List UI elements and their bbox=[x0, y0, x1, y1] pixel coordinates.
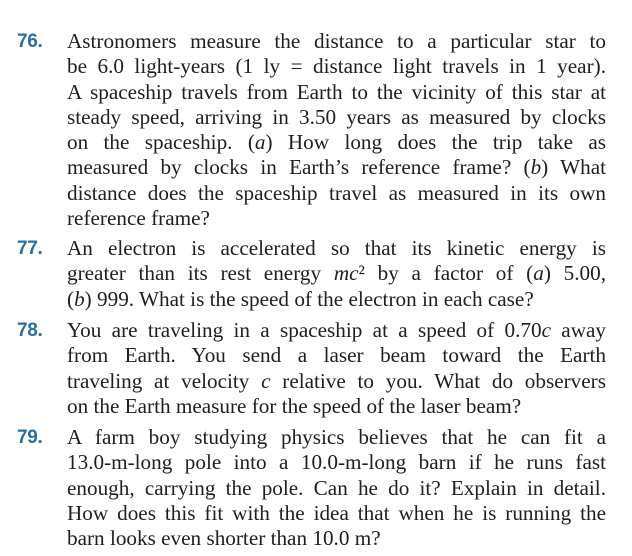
problem-line: A farm boy studying physics believes that he can fit a bbox=[67, 425, 606, 449]
problem-line: A spaceship travels from Earth to the vicinity of this star at bbox=[67, 79, 606, 104]
problem-line: You are traveling in a spaceship at a speed of 0.70c away bbox=[67, 318, 606, 342]
problem-line: barn looks even shorter than 10.0 m? bbox=[67, 526, 381, 551]
problem-line: greater than its rest energy mc² by a factor of (a) 5.00, bbox=[67, 261, 606, 286]
problem-line: on the spaceship. (a) How long does the trip take as bbox=[67, 130, 606, 155]
problem-77 bbox=[0, 236, 632, 312]
problem-line: An electron is accelerated so that its kinetic energy is bbox=[67, 236, 606, 260]
problem-79 bbox=[0, 425, 632, 551]
problem-line: measured by clocks in Earth’s reference frame? (b) What bbox=[67, 155, 606, 180]
problem-78 bbox=[0, 318, 632, 419]
problem-line: traveling at velocity c relative to you. What do observers bbox=[67, 368, 606, 393]
problem-line: (b) 999. What is the speed of the electron in each case? bbox=[67, 286, 534, 311]
problem-line: steady speed, arriving in 3.50 years as measured by clocks bbox=[67, 104, 606, 129]
problem-line: How does this fit with the idea that when he is running the bbox=[67, 500, 606, 525]
problem-line: reference frame? bbox=[67, 206, 210, 231]
problem-line: be 6.0 light-years (1 ly = distance light travels in 1 year). bbox=[67, 54, 606, 79]
problem-number: 79. bbox=[17, 427, 43, 448]
problem-line: Astronomers measure the distance to a particular star to bbox=[67, 29, 606, 53]
problem-line: from Earth. You send a laser beam toward the Earth bbox=[67, 343, 606, 368]
problem-line: 13.0-m-long pole into a 10.0-m-long barn if he runs fast bbox=[67, 450, 606, 475]
problem-number: 77. bbox=[17, 238, 43, 259]
problem-76 bbox=[0, 29, 632, 231]
problem-number: 76. bbox=[17, 31, 43, 52]
problem-line: distance does the spaceship travel as measured in its own bbox=[67, 180, 606, 205]
problem-line: enough, carrying the pole. Can he do it? Explain in detail. bbox=[67, 475, 606, 500]
problem-line: on the Earth measure for the speed of the laser beam? bbox=[67, 393, 522, 418]
problem-number: 78. bbox=[17, 320, 43, 341]
